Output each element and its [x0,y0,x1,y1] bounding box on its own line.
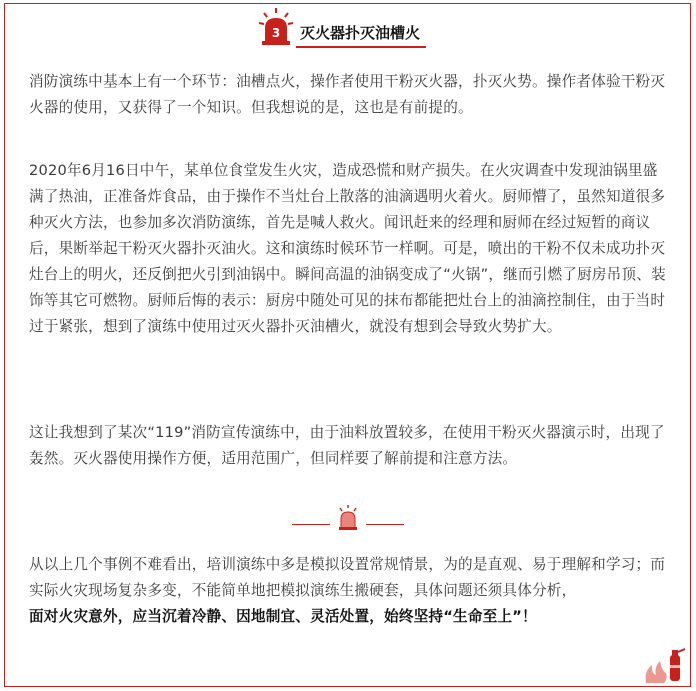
section-divider [290,504,406,532]
fire-extinguisher-icon [642,639,688,685]
paragraph-4 [29,552,669,630]
divider-line-left [292,524,330,525]
siren-divider-icon [334,504,362,532]
section-header [0,6,696,46]
siren-icon [256,6,296,46]
paragraph-2: 2020年6月16日中午，某单位食堂发生火灾，造成恐慌和财产损失。在火灾调查中发现油锅里盛满了热油，正准备炸食品，由于操作不当灶台上散落的油滴遇明火着火。厨师懵了，虽然知道很多种灭火方法，也参加多次消防演练，首先是喊人救火。闻讯赶来的经理和厨师在经过短暂的商议后，果断举起干粉灭火器扑灭油火。这和演练时候环节一样啊。可是，喷出的干粉不仅未成功扑灭灶台上的明火，还反倒把火引到油锅中。瞬间高温的油锅变成了“火锅”，继而引燃了厨房吊顶、装饰等其它可燃物。厨师后悔的表示：厨房中随处可见的抹布都能把灶台上的油滴控制住，由于当时过于紧张，想到了演练中使用过灭火器扑灭油槽火，就没有想到会导致火势扩大。 [29,162,666,335]
section-title: 灭火器扑灭油槽火 [296,20,426,48]
paragraph-4-text: 从以上几个事例不难看出，培训演练中多是模拟设置常规情景，为的是直观、易于理解和学习；而实际火灾现场复杂多变，不能简单地把模拟演练生搬硬套，具体问题还须具体分析， [29,556,666,599]
divider-line-right [366,524,404,525]
paragraph-4-emphasis: 面对火灾意外，应当沉着冷静、因地制宜、灵活处置，始终坚持“生命至上”！ [29,608,537,625]
badge-number: 3 [271,26,281,40]
paragraph-3: 这让我想到了某次“119”消防宣传演练中，由于油料放置较多，在使用干粉灭火器演示时，出现了轰然。灭火器使用操作方便，适用范围广，但同样要了解前提和注意方法。 [29,424,665,467]
paragraph-1: 消防演练中基本上有一个环节：油槽点火，操作者使用干粉灭火器，扑灭火势。操作者体验干粉灭火器的使用，又获得了一个知识。但我想说的是，这也是有前提的。 [29,73,666,116]
